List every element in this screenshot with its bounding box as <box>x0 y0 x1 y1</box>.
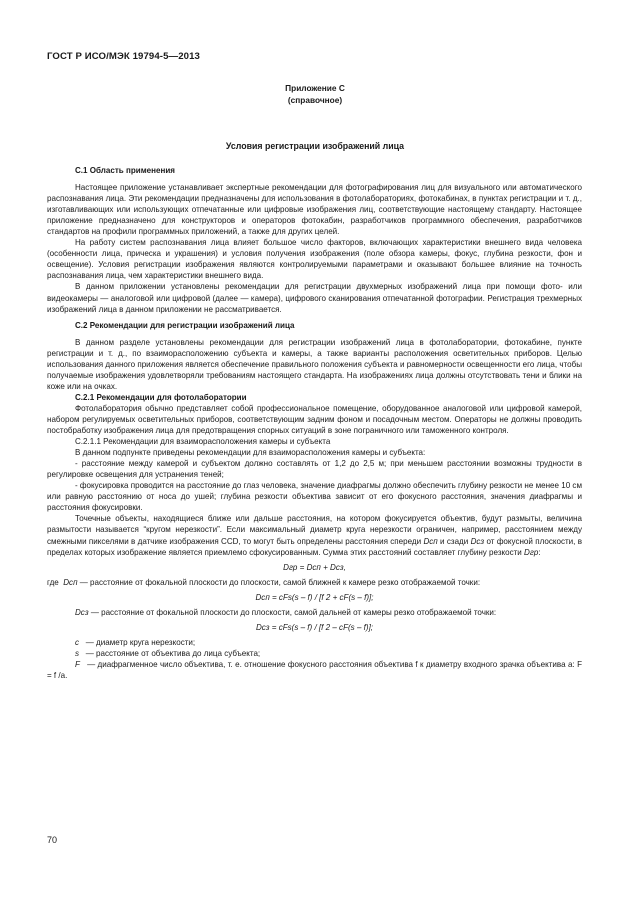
formula-far: Dсз = cFs(s – f) / [f 2 – cF(s – f)]; <box>255 622 374 632</box>
paragraph: В данном разделе установлены рекомендации для регистрации изображений лица в фотолаборатории, фотокабине, пункте регистрации и т. д., по взаиморасположению субъекта и камеры, а также варианты расположения осветительных приборов. Целью использования данного приложения является обеспечение правильного положения субъекта и равномерности освещенности его лица, чтобы получаемые изображения удовлетворяли требованиям настоящего стандарта. На изображениях лица должны отсутствовать тени и блики на коже или на очках. <box>47 337 583 391</box>
section-title: Условия регистрации изображений лица <box>225 141 405 151</box>
annex-subtitle: (справочное) <box>287 95 343 105</box>
definition-F: F — диафрагменное число объектива, т. е. отношение фокусного расстояния объектива f к диаметру входного зрачка объектива a: F = f /a. <box>47 659 582 680</box>
symbol-dsp: Dсп <box>423 536 438 546</box>
symbol-dsz: Dсз <box>470 536 485 546</box>
paragraph: Настоящее приложение устанавливает экспертные рекомендации для фотографирования лиц для визуального или автоматического распознавания лица. Эти рекомендации предназначены для использования в фотолабораториях, фотокабинах, в пунктах регистрации и т. д., изготавливающих или использующих отпечатанные или цифровые изображения лиц, соответствующие настоящему стандарту. Настоящее приложение предназначено для конструкторов и операторов фотокабин, разработчиков программного обеспечения, разработчиков стандартов на профили программных приложений, а также для других целей. <box>47 183 582 237</box>
paragraph: В данном подпункте приведены рекомендации для взаиморасположения камеры и субъекта: <box>75 448 426 458</box>
definition-dsp: где Dсп — расстояние от фокальной плоскости до плоскости, самой ближней к камере резко отображаемой точки: <box>47 577 481 587</box>
standard-header: ГОСТ Р ИСО/МЭК 19794-5—2013 <box>47 51 200 62</box>
symbol-dgr: Dгр <box>524 547 539 557</box>
definition-dsz: Dсз — расстояние от фокальной плоскости до плоскости, самой дальней от камеры резко отображаемой точки: <box>75 607 497 617</box>
formula-near: Dсп = cFs(s – f) / [f 2 + cF(s – f)]; <box>255 592 374 602</box>
heading-c21: С.2.1 Рекомендации для фотолаборатории <box>75 392 247 402</box>
heading-c2: С.2 Рекомендации для регистрации изображений лица <box>75 320 295 330</box>
paragraph: На работу систем распознавания лица влияет большое число факторов, включающих характеристики внешнего вида человека (особенности лица, прическа и украшения) и условия получения изображения (поле обзора камеры, фокус, глубина резкости, фон и освещение). Условия регистрации изображения являются контролируемыми параметрами и оказывают большее влияние на точность распознавания лица, чем характеристики внешнего вида. <box>47 238 582 281</box>
paragraph: В данном приложении установлены рекомендации для регистрации двухмерных изображений лица при помощи фото- или видеокамеры — аналоговой или цифровой (далее — камера), цифрового сканирования отпечатанной фотографии. Регистрация трехмерных изображений лица в данном приложении не рассматривается. <box>47 282 582 314</box>
list-item: - фокусировка проводится на расстояние до глаз человека, значение диафрагмы должно обеспечить глубину резкости не менее 10 см или равную расстоянию от носа до ушей; глубина резкости объектива зависит от его фокусного расстояния, значения диафрагмы и расстояния фокусировки. <box>47 481 582 513</box>
paragraph: Фотолаборатория обычно представляет собой профессиональное помещение, оборудованное аналоговой или цифровой камерой, набором регулируемых осветительных приборов, соответствующим задним фоном и посадочным местом. Операторы не должны проводить постобработку изображения лица для предотвращения спорных ситуаций в зоне пограничного или таможенного контроля. <box>47 403 582 436</box>
list-item: - расстояние между камерой и субъектом должно составлять от 1,2 до 2,5 м; при меньшем расстоянии возможны трудности в регулировке освещения для устранения теней; <box>47 459 582 480</box>
page-number: 70 <box>47 835 58 845</box>
formula-depth: Dгр = Dсп + Dсз, <box>283 562 346 572</box>
definition-c: c — диаметр круга нерезкости; <box>75 637 196 647</box>
heading-c211: С.2.1.1 Рекомендации для взаиморасположения камеры и субъекта <box>75 437 331 447</box>
paragraph: Точечные объекты, находящиеся ближе или дальше расстояния, на котором фокусируется объектив, будут размыты, величина размытости называется “кругом нерезкости”. Если максимальный диаметр круга нерезкости ограничен, например, расстоянием между смежными пикселями в датчике изображения CCD, то могут быть определены расстояния спереди Dсп и сзади Dсз от фокусной плоскости, в пределах которых изображение является приемлемо сфокусированным. Сумма этих расстояний составляет глубину резкости Dгр: <box>47 514 582 557</box>
heading-c1: С.1 Область применения <box>75 166 175 175</box>
annex-title: Приложение С <box>285 83 345 93</box>
definition-s: s — расстояние от объектива до лица субъекта; <box>75 648 261 658</box>
body-text <box>47 165 582 681</box>
